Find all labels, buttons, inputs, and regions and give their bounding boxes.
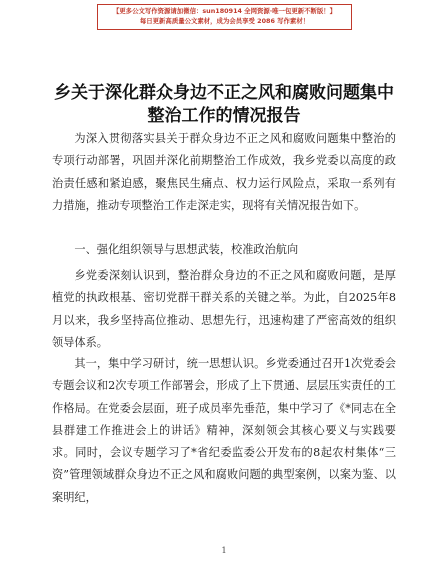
promo-banner bbox=[97, 4, 352, 30]
page-number: 1 bbox=[221, 546, 227, 555]
title-line-2: 整治工作的情况报告 bbox=[147, 106, 301, 126]
intro-paragraph: 为深入贯彻落实县关于群众身边不正之风和腐败问题集中整治的专项行动部署，巩固并深化前期整治工作成效，我乡党委以高度的政治责任感和紧迫感，聚焦民生痛点、权力运行风险点，采取一系列有力措施，推动专项整治工作走深走实，现将有关情况报告如下。 bbox=[52, 132, 396, 212]
section-1-paragraph-2: 其一，集中学习研讨，统一思想认识。乡党委通过召开1次党委会专题会议和2次专项工作部署会，形成了上下贯通、层层压实责任的工作格局。在党委会层面，班子成员率先垂范，集中学习了《*同志在全县群建工作推进会上的讲话》精神，深刻领会其核心要义与实践要求。同时，会议专题学习了*省纪委监委公开发布的8起农村集体“三资”管理领域群众身边不正之风和腐败问题的典型案例，以案为鉴、以案明纪， bbox=[52, 357, 396, 504]
section-1-heading: 一、强化组织领导与思想武装，校准政治航向 bbox=[74, 243, 299, 256]
document-title bbox=[40, 82, 408, 128]
section-1-paragraph: 乡党委深刻认识到，整治群众身边的不正之风和腐败问题，是厚植党的执政根基、密切党群干群关系的关键之举。为此，自2025年8月以来，我乡坚持高位推动、思想先行，迅速构建了严密高效的组织领导体系。 bbox=[52, 269, 396, 349]
title-line-1: 乡关于深化群众身边不正之风和腐败问题集中 bbox=[54, 83, 394, 103]
promo-line-2: 每日更新高质量公文素材，成为会员享受 2086 写作素材！ bbox=[139, 17, 310, 25]
promo-line-1: 【更多公文写作资源请加微信：sun180914 全网资源·唯一包更新不断版！】 bbox=[112, 7, 337, 15]
